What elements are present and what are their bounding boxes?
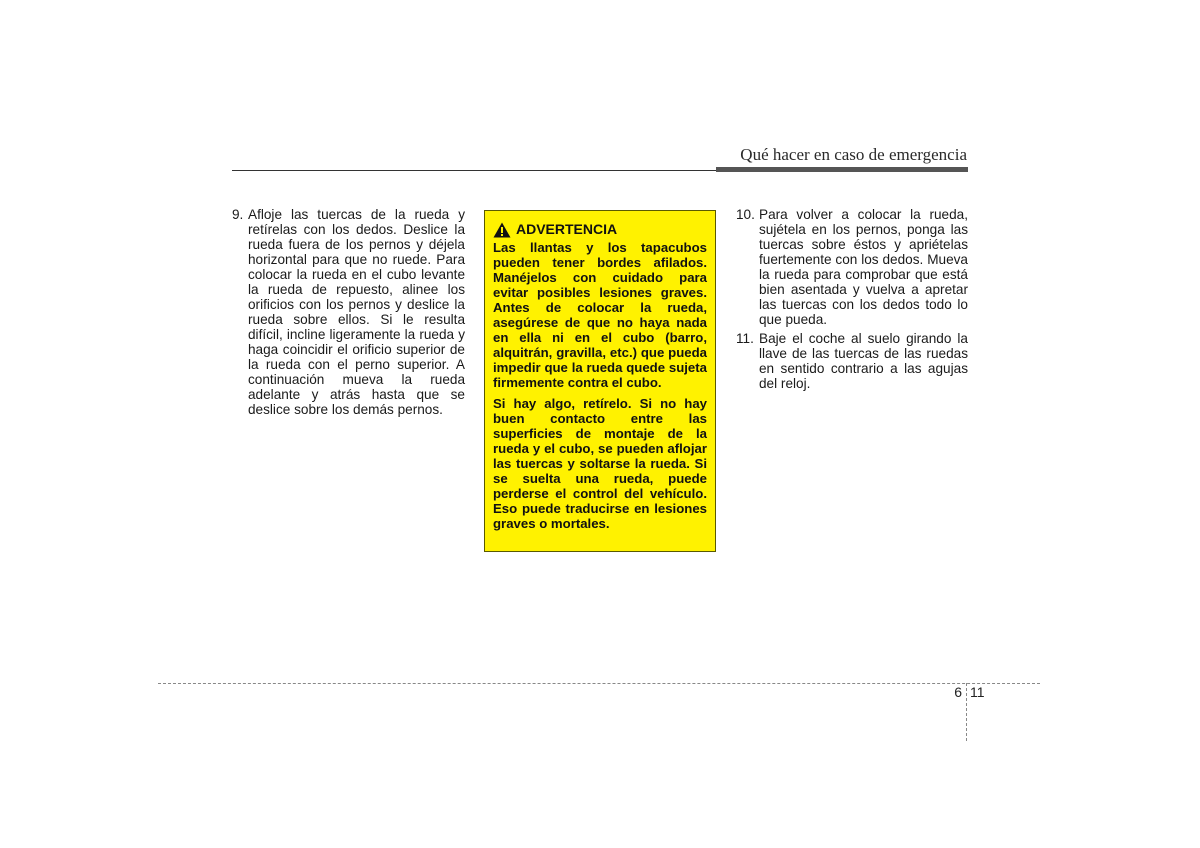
warning-title: ADVERTENCIA — [516, 221, 618, 237]
page-number-separator — [966, 683, 967, 741]
step-11 — [736, 331, 968, 391]
step-text: Baje el coche al suelo girando la llave de las tuercas de las ruedas en sentido contrario a las agujas del reloj. — [759, 331, 968, 391]
section-title: Qué hacer en caso de emergencia — [740, 145, 967, 164]
warning-paragraph: Si hay algo, retírelo. Si no hay buen contacto entre las superficies de montaje de la rueda y el cubo, se pueden aflojar las tuercas y soltarse la rueda. Si se suelta una rueda, puede perderse el control del vehículo. Eso puede traducirse en lesiones graves o mortales. — [493, 396, 707, 531]
footer-rule — [158, 683, 1040, 684]
warning-triangle-icon — [493, 222, 511, 238]
step-9 — [232, 207, 465, 417]
step-number: 9. — [232, 207, 244, 222]
warning-box — [484, 210, 716, 552]
warning-header — [493, 221, 707, 238]
step-text: Afloje las tuercas de la rueda y retírelas con los dedos. Deslice la rueda fuera de los pernos y déjela horizontal para que no ruede. Para colocar la rueda en el cubo levante la rueda de repuesto, alinee los orificios con los pernos y deslice la rueda sobre ellos. Si le resulta difícil, incline ligeramente la rueda y haga coincidir el orificio superior de la rueda con el perno superior. A continuación mueva la rueda adelante y atrás hasta que se deslice sobre los demás pernos. — [248, 207, 465, 417]
step-number: 11. — [736, 331, 754, 346]
warning-paragraph: Las llantas y los tapacubos pueden tener bordes afilados. Manéjelos con cuidado para evitar posibles lesiones graves. Antes de colocar la rueda, asegúrese de que no haya nada en ella ni en el cubo (barro, alquitrán, gravilla, etc.) que pueda impedir que la rueda quede sujeta firmemente contra el cubo. — [493, 240, 707, 390]
header-rule-accent — [716, 167, 968, 172]
page-number: 11 — [970, 684, 985, 700]
step-number: 10. — [736, 207, 755, 222]
chapter-number: 6 — [954, 684, 962, 700]
step-text: Para volver a colocar la rueda, sujétela en los pernos, ponga las tuercas sobre éstos y apriételas fuertemente con los dedos. Mueva la rueda para comprobar que está bien asentada y vuelva a apretar las tuercas con los dedos todo lo que pueda. — [759, 207, 968, 327]
step-10 — [736, 207, 968, 327]
